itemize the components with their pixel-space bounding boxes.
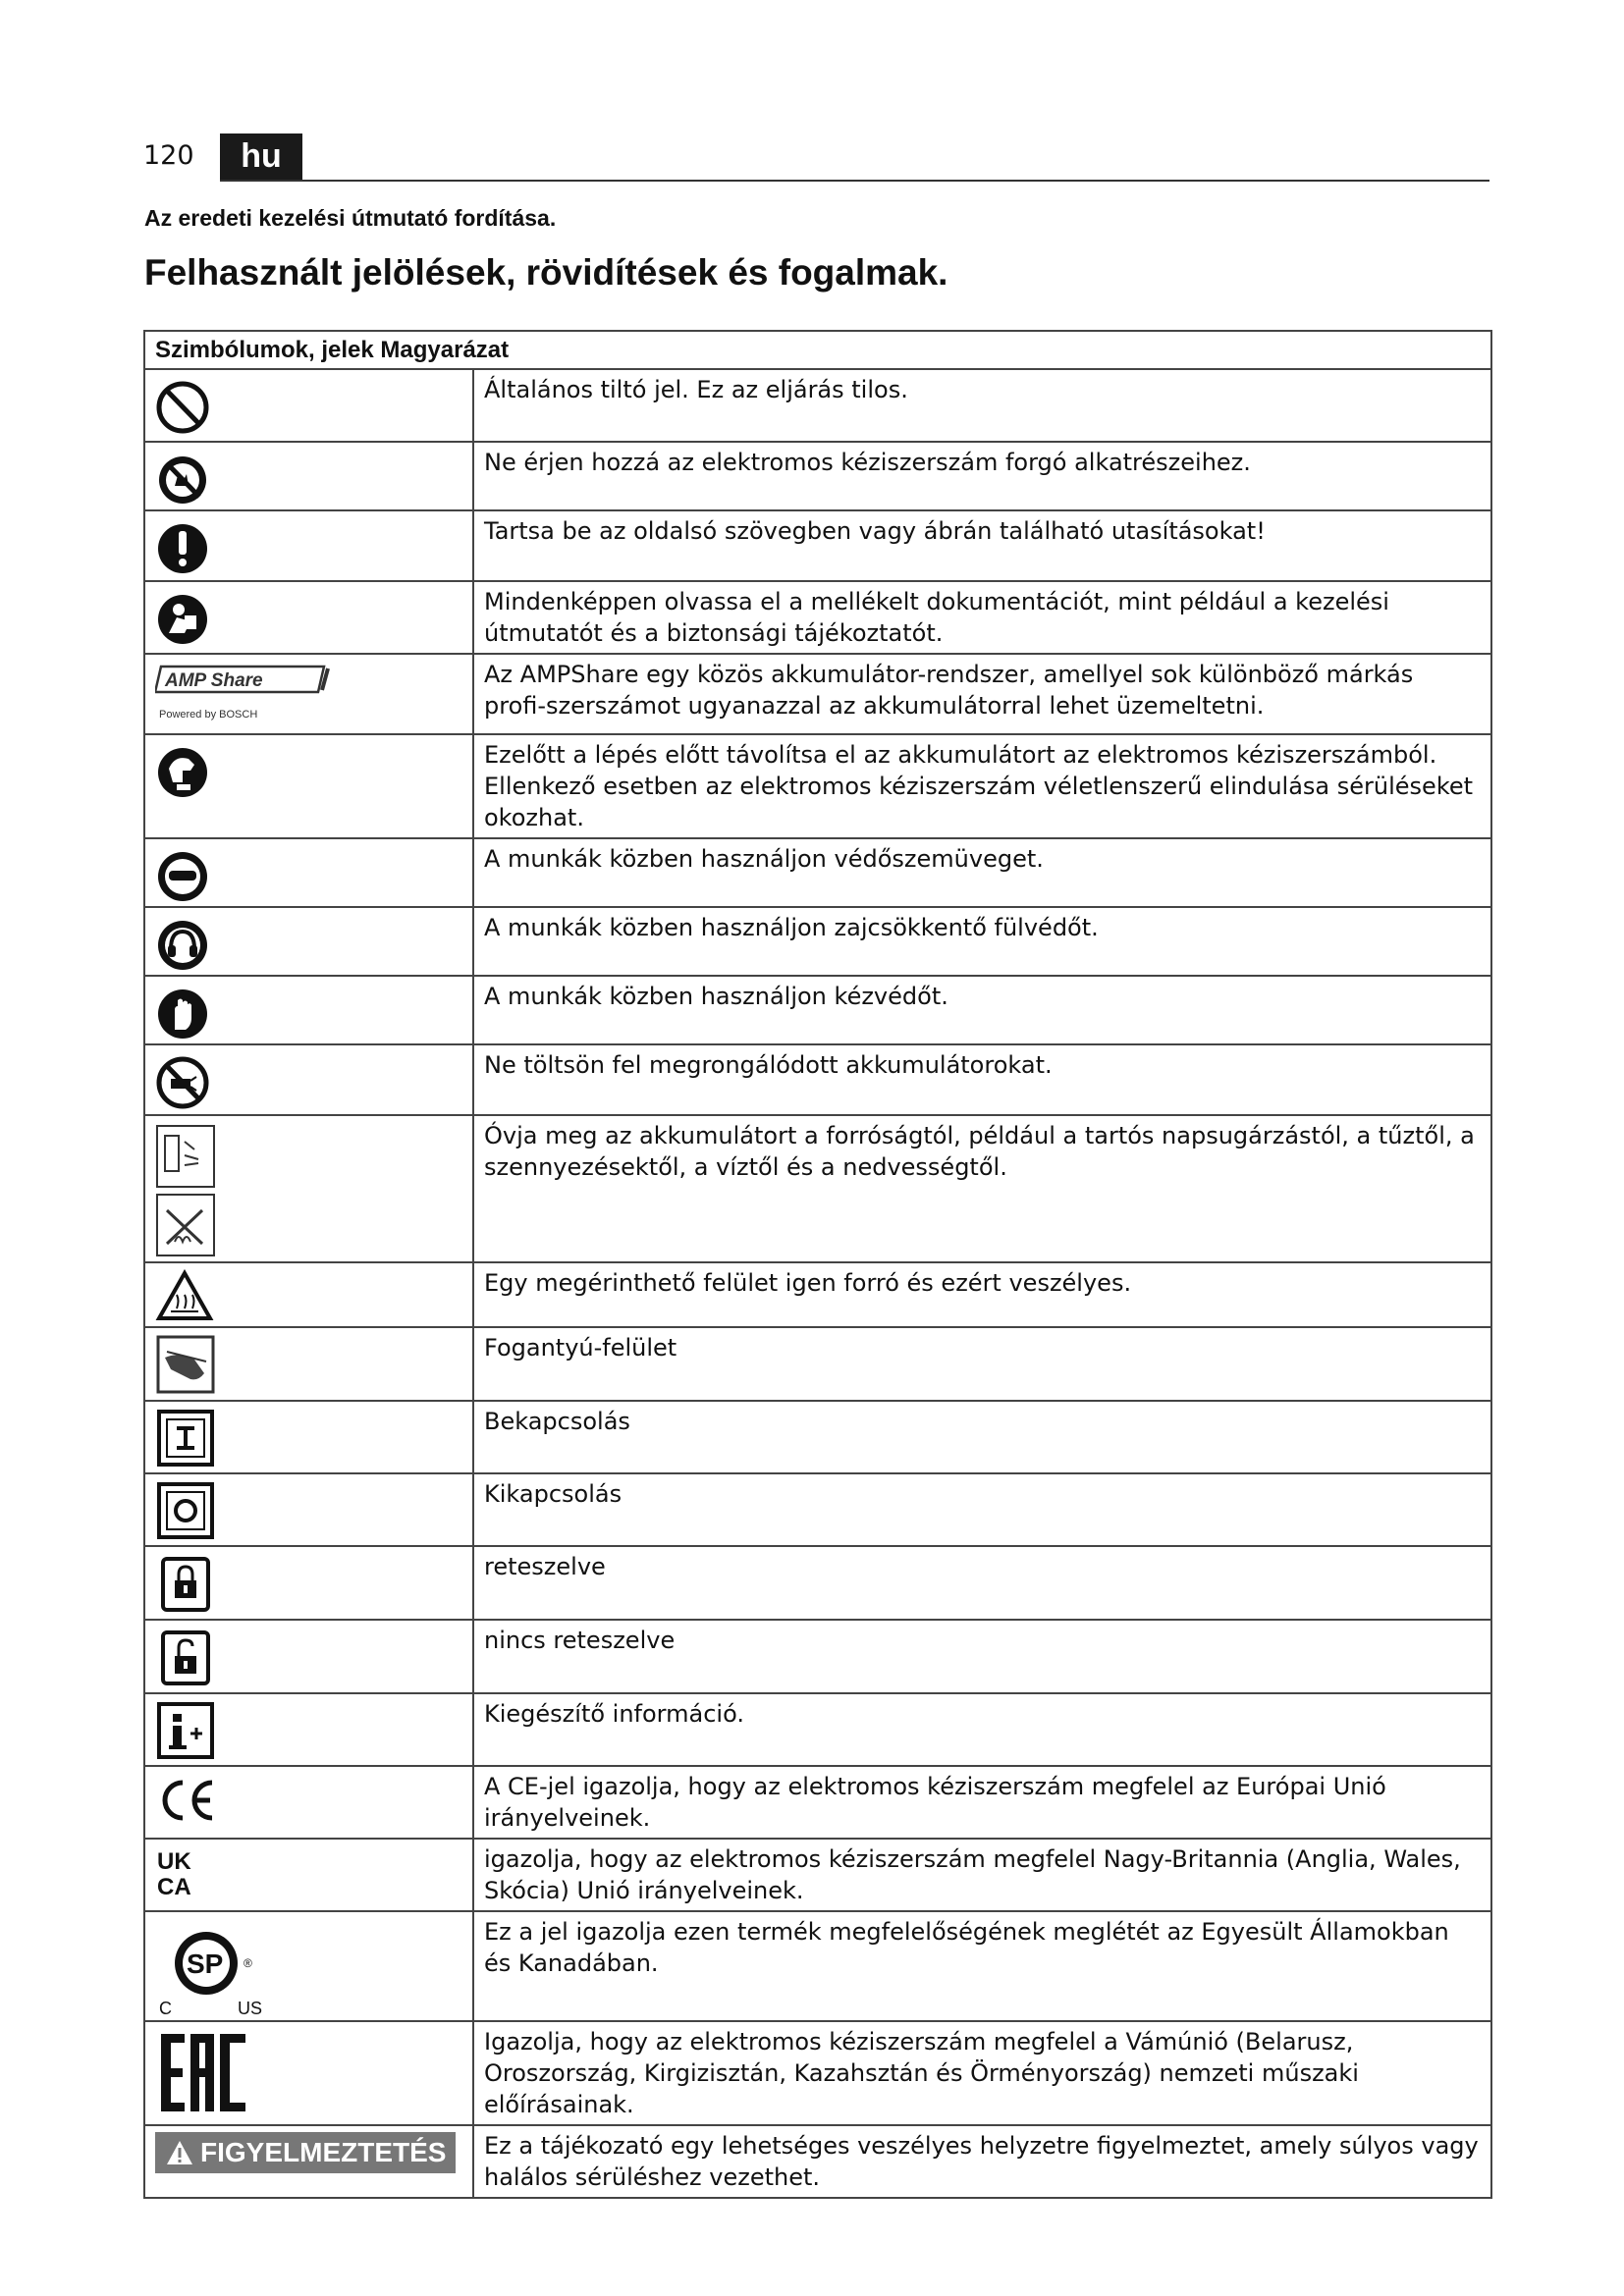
table-row (144, 581, 1491, 654)
read-manual-icon (155, 588, 210, 647)
header-rule (220, 180, 1489, 182)
csa-us-label: US (238, 1999, 263, 2018)
ampshare-logo-icon (155, 661, 342, 729)
row-text: Bekapcsolás (473, 1401, 1491, 1473)
table-row (144, 1327, 1491, 1401)
grip-surface-icon (155, 1334, 216, 1395)
hand-protection-icon (155, 983, 210, 1041)
table-row (144, 1473, 1491, 1546)
row-text: Igazolja, hogy az elektromos kéziszerszám megfelel a Vámúnió (Belarusz, Oroszország, Kirgizisztán, Kazahsztán és Örményország) nemzeti műszaki előírásainak. (473, 2021, 1491, 2125)
row-text: Ez a jel igazolja ezen termék megfelelőségének meglétét az Egyesült Államokban és Kanadában. (473, 1911, 1491, 2021)
switch-off-icon (155, 1480, 216, 1541)
row-text: Fogantyú-felület (473, 1327, 1491, 1401)
table-row (144, 1911, 1491, 2021)
no-touch-rotating-parts-icon (155, 449, 210, 507)
table-row (144, 442, 1491, 510)
csa-c-label: C (159, 1999, 172, 2018)
row-text: Egy megérinthető felület igen forró és ezért veszélyes. (473, 1262, 1491, 1327)
row-text: Ezelőtt a lépés előtt távolítsa el az akkumulátort az elektromos kéziszerszámból. Ellenkező esetben az elektromos kéziszerszám véletlenszerű elindulása sérüléseket okozhat. (473, 734, 1491, 838)
row-text: Kiegészítő információ. (473, 1693, 1491, 1766)
svg-text:UK: UK (157, 1848, 191, 1875)
remove-battery-icon (155, 741, 210, 800)
warning-badge (155, 2132, 456, 2173)
ukca-mark-icon (155, 1845, 204, 1900)
language-tag: hu (220, 133, 302, 180)
table-row (144, 654, 1491, 734)
table-row (144, 838, 1491, 907)
table-row (144, 510, 1491, 581)
header-symbols: Szimbólumok, jelek (155, 337, 374, 363)
svg-text:SP: SP (187, 1949, 224, 1979)
row-text: Mindenképpen olvassa el a mellékelt dokumentációt, mint például a kezelési útmutatót és a biztonsági tájékoztatót. (473, 581, 1491, 654)
svg-text:®: ® (244, 1956, 252, 1970)
row-text: A munkák közben használjon kézvédőt. (473, 976, 1491, 1044)
protect-battery-icons (155, 1122, 224, 1259)
info-icon (155, 1700, 216, 1761)
table-row (144, 1546, 1491, 1620)
table-row (144, 1044, 1491, 1115)
table-header-row (144, 331, 1491, 369)
row-text: nincs reteszelve (473, 1620, 1491, 1693)
locked-icon (155, 1553, 216, 1614)
ampshare-powered-by: Powered by BOSCH (159, 709, 258, 721)
eac-mark-icon (155, 2028, 253, 2118)
svg-text:CA: CA (157, 1874, 191, 1900)
table-row (144, 976, 1491, 1044)
page-number: 120 (143, 140, 194, 171)
hot-surface-icon (155, 1269, 214, 1324)
row-text: Kikapcsolás (473, 1473, 1491, 1546)
table-row (144, 1401, 1491, 1473)
ampshare-logo-text: AMP Share (165, 670, 263, 691)
ear-protection-icon (155, 914, 210, 973)
table-row (144, 1115, 1491, 1262)
row-text: A CE-jel igazolja, hogy az elektromos kéziszerszám megfelel az Európai Unió irányelveinek. (473, 1766, 1491, 1839)
table-row (144, 369, 1491, 442)
row-text: Tartsa be az oldalsó szövegben vagy ábrán található utasításokat! (473, 510, 1491, 581)
row-text: Ne érjen hozzá az elektromos kéziszerszám forgó alkatrészeihez. (473, 442, 1491, 510)
warning-triangle-icon (165, 2139, 194, 2166)
row-text: igazolja, hogy az elektromos kéziszerszám megfelel Nagy-Britannia (Anglia, Wales, Skócia) Unió irányelveinek. (473, 1839, 1491, 1911)
eye-protection-icon (155, 845, 210, 904)
no-damaged-battery-charge-icon (155, 1051, 210, 1110)
row-text: A munkák közben használjon védőszemüveget. (473, 838, 1491, 907)
table-header (144, 331, 1491, 369)
table-row (144, 1693, 1491, 1766)
row-text: reteszelve (473, 1546, 1491, 1620)
row-text: Az AMPShare egy közös akkumulátor-rendszer, amellyel sok különböző márkás profi-szerszámot ugyanazzal az akkumulátorral lehet üzemeltetni. (473, 654, 1491, 734)
table-row (144, 1262, 1491, 1327)
warning-badge-label: FIGYELMEZTETÉS (200, 2137, 447, 2167)
unlocked-icon (155, 1627, 216, 1687)
table-row (144, 2125, 1491, 2198)
table-row (144, 1620, 1491, 1693)
header-explanation: Magyarázat (380, 337, 510, 363)
ce-mark-icon (155, 1773, 218, 1828)
table-row (144, 1766, 1491, 1839)
table-row (144, 734, 1491, 838)
row-text: Ez a tájékozató egy lehetséges veszélyes helyzetre figyelmeztet, amely súlyos vagy halálos sérüléshez vezethet. (473, 2125, 1491, 2198)
page-heading: Felhasznált jelölések, rövidítések és fogalmak. (144, 252, 948, 293)
subtitle: Az eredeti kezelési útmutató fordítása. (144, 205, 557, 231)
row-text: Ne töltsön fel megrongálódott akkumulátorokat. (473, 1044, 1491, 1115)
row-text: Általános tiltó jel. Ez az eljárás tilos. (473, 369, 1491, 442)
csa-mark-icon (155, 1918, 283, 2018)
symbols-table (143, 330, 1492, 2199)
row-text: A munkák közben használjon zajcsökkentő fülvédőt. (473, 907, 1491, 976)
prohibition-icon (155, 376, 210, 435)
table-row (144, 1839, 1491, 1911)
table-row (144, 907, 1491, 976)
row-text: Óvja meg az akkumulátort a forróságtól, például a tartós napsugárzástól, a tűztől, a szennyezésektől, a víztől és a nedvességtől. (473, 1115, 1491, 1262)
attention-exclamation-icon (155, 517, 210, 576)
switch-on-icon (155, 1408, 216, 1468)
table-row (144, 2021, 1491, 2125)
